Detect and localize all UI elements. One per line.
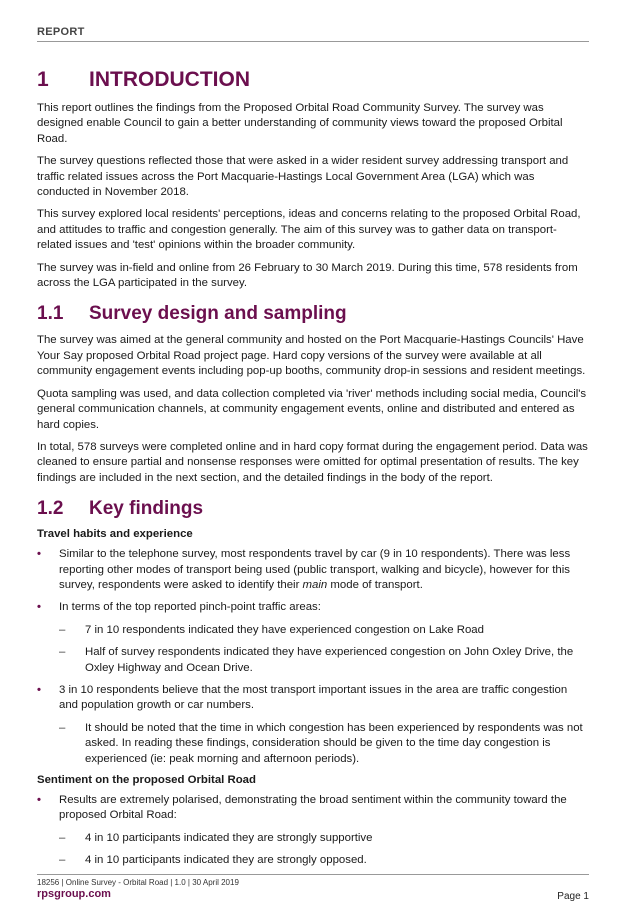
sub-list-item-text: 7 in 10 respondents indicated they have experienced congestion on Lake Road	[85, 623, 484, 636]
list-item	[37, 600, 589, 615]
list-item	[37, 683, 589, 714]
subsection-title: Key findings	[89, 498, 204, 520]
subsection-number: 1.1	[37, 303, 64, 325]
sub-list-item	[37, 853, 589, 868]
survey-design-paragraph: The survey was aimed at the general community and hosted on the Port Macquarie-Hastings Councils' Have Your Say proposed Orbital Road project page. Hard copy versions of the survey were available at all community engagement events including pop-up booths, community drop-in sessions and resident meetings.	[37, 334, 586, 378]
section-number: 1	[37, 68, 49, 91]
page-content	[37, 68, 589, 876]
header-divider	[37, 41, 589, 42]
footer-reference: 18256 | Online Survey - Orbital Road | 1.0 | 30 April 2019	[37, 878, 239, 887]
subsection-number: 1.2	[37, 498, 64, 520]
list-item-text: Similar to the telephone survey, most respondents travel by car (9 in 10 respondents). There was less reporting other modes of transport being used (public transport, walking and bicycle), however for this survey, respondents were asked to identify their main mode of transport.	[59, 548, 571, 591]
list-item	[37, 793, 589, 824]
list-item-text: 3 in 10 respondents believe that the most transport important issues in the area are traffic congestion and population growth or car numbers.	[59, 683, 568, 712]
footer-website-link[interactable]: rpsgroup.com	[37, 888, 111, 900]
list-item-text: In terms of the top reported pinch-point traffic areas:	[59, 601, 321, 614]
dash-marker: –	[59, 721, 66, 734]
intro-paragraph: This report outlines the findings from the Proposed Orbital Road Community Survey. The survey was designed enable Council to gain a better understanding of community views toward the proposed Orbital Road.	[37, 102, 563, 145]
footer-divider	[37, 874, 589, 875]
subsection-heading-survey-design	[37, 303, 589, 325]
section-title: INTRODUCTION	[89, 68, 250, 91]
subsection-title: Survey design and sampling	[89, 303, 347, 325]
section-heading	[37, 68, 589, 92]
emphasis-text: main	[302, 578, 328, 591]
travel-habits-heading: Travel habits and experience	[37, 528, 193, 541]
bullet-marker: •	[37, 683, 41, 696]
sub-list-item	[37, 645, 589, 676]
intro-paragraph: This survey explored local residents' perceptions, ideas and concerns relating to the proposed Orbital Road, and attitudes to traffic and congestion generally. The aim of this survey was to gather data on transport-related issues and 'test' opinions within the broader community.	[37, 208, 581, 252]
running-header: REPORT	[37, 26, 85, 38]
subsection-heading-key-findings	[37, 498, 589, 520]
dash-marker: –	[59, 854, 66, 867]
bullet-marker: •	[37, 794, 41, 806]
sub-list-item	[37, 623, 589, 638]
sub-list-item-text: It should be noted that the time in which congestion has been experienced by respondents was not asked. In reading these findings, consideration should be given to the time day congestion is experienced (ie: peak morning and afternoon periods).	[85, 721, 583, 765]
survey-design-paragraph: Quota sampling was used, and data collection completed via 'river' methods including social media, Council's general communication channels, at community engagement events, online and distributed and entered as hard copies.	[37, 387, 587, 431]
dash-marker: –	[59, 623, 66, 636]
bullet-marker: •	[37, 601, 41, 614]
sub-list-item	[37, 831, 589, 846]
survey-design-paragraph: In total, 578 surveys were completed online and in hard copy format during the engagement period. Data was cleaned to ensure partial and nonsense responses were omitted for optimal presentation of results. The key findings are included in the next section, and the detailed findings in the body of the report.	[37, 440, 588, 484]
document-page	[37, 0, 589, 906]
list-item	[37, 547, 589, 593]
dash-marker: –	[59, 831, 66, 844]
intro-paragraph: The survey questions reflected those that were asked in a wider resident survey addressing transport and traffic related issues across the Port Macquarie-Hastings Local Government Area (LGA) which was conducted in November 2018.	[37, 155, 569, 199]
sub-list-item-text: Half of survey respondents indicated they have experienced congestion on John Oxley Drive, the Oxley Highway and Ocean Drive.	[85, 646, 574, 674]
bullet-marker: •	[37, 548, 41, 561]
sub-list-item	[37, 721, 589, 767]
page-number: Page 1	[557, 891, 589, 902]
sub-list-item-text: 4 in 10 participants indicated they are strongly supportive	[85, 831, 373, 844]
dash-marker: –	[59, 646, 66, 659]
sentiment-heading: Sentiment on the proposed Orbital Road	[37, 774, 256, 786]
sub-list-item-text: 4 in 10 participants indicated they are strongly opposed.	[85, 854, 367, 867]
intro-paragraph: The survey was in-field and online from 26 February to 30 March 2019. During this time, 578 residents from across the LGA participated in the survey.	[37, 261, 578, 290]
list-item-text: Results are extremely polarised, demonstrating the broad sentiment within the community toward the proposed Orbital Road:	[59, 794, 567, 822]
